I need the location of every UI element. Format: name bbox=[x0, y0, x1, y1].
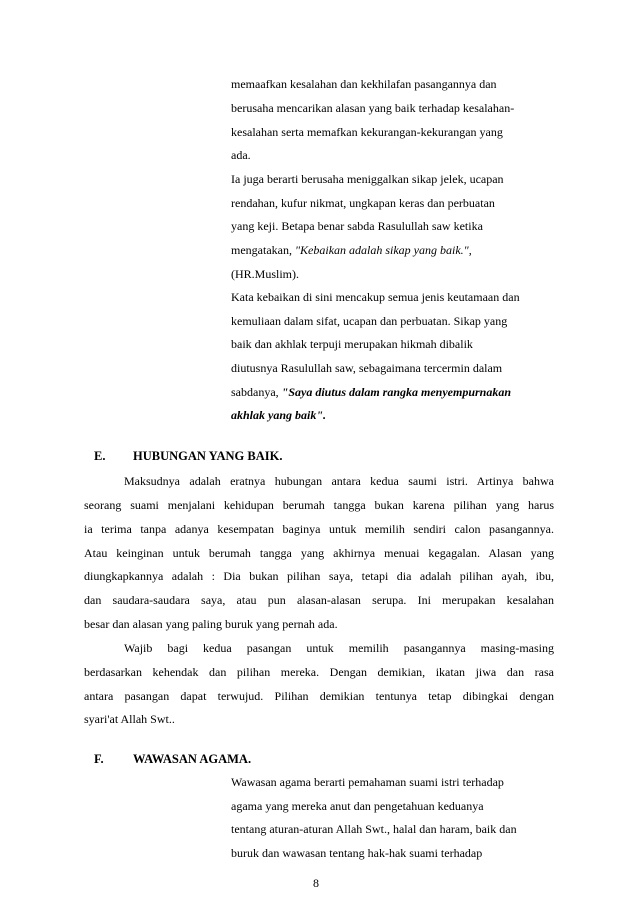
text-span: sabdanya, bbox=[231, 385, 282, 399]
text-line: memaafkan kesalahan dan kekhilafan pasangannya dan bbox=[231, 77, 497, 91]
text-line: kemuliaan dalam sifat, ucapan dan perbuatan. Sikap yang bbox=[231, 314, 508, 328]
hadith-quote: "Kebaikan adalah sikap yang baik.", bbox=[294, 243, 472, 257]
text-line bbox=[231, 385, 511, 399]
text-line: ada. bbox=[231, 148, 251, 162]
text-line: Ia juga berarti berusaha meniggalkan sikap jelek, ucapan bbox=[231, 172, 504, 186]
section-letter: E. bbox=[94, 449, 106, 463]
paragraph-line: diungkapkannya adalah : Dia bukan pilihan saya, tetapi dia adalah pilihan ayah, ibu, bbox=[84, 569, 554, 583]
paragraph-line: seorang suami menjalani kehidupan berumah tangga bukan karena pilihan yang harus bbox=[84, 498, 554, 512]
text-line: rendahan, kufur nikmat, ungkapan keras dan perbuatan bbox=[231, 196, 495, 210]
paragraph-line: ia terima tanpa adanya kesempatan baginya untuk memilih sendiri calon pasangannya. bbox=[84, 522, 554, 536]
paragraph-line: besar dan alasan yang paling buruk yang pernah ada. bbox=[84, 617, 338, 631]
paragraph-line: Maksudnya adalah eratnya hubungan antara kedua saumi istri. Artinya bahwa bbox=[124, 474, 554, 488]
text-line: tentang aturan-aturan Allah Swt., halal dan haram, baik dan bbox=[231, 822, 517, 836]
paragraph-line: dan saudara-saudara saya, atau pun alasan-alasan serupa. Ini merupakan kesalahan bbox=[84, 593, 554, 607]
paragraph-line: Atau keinginan untuk berumah tangga yang akhirnya menuai kegagalan. Alasan yang bbox=[84, 546, 554, 560]
paragraph-line: syari'at Allah Swt.. bbox=[84, 712, 175, 726]
text-line: agama yang mereka anut dan pengetahuan keduanya bbox=[231, 799, 484, 813]
text-line: buruk dan wawasan tentang hak-hak suami terhadap bbox=[231, 846, 483, 860]
text-line: yang keji. Betapa benar sabda Rasulullah saw ketika bbox=[231, 219, 483, 233]
hadith-quote-bold: "Saya diutus dalam rangka menyempurnakan bbox=[281, 385, 512, 399]
text-line: berusaha mencarikan alasan yang baik terhadap kesalahan- bbox=[231, 101, 515, 115]
paragraph-line: Wajib bagi kedua pasangan untuk memilih pasangannya masing-masing bbox=[124, 641, 554, 655]
text-line bbox=[231, 243, 472, 257]
section-heading: HUBUNGAN YANG BAIK. bbox=[133, 449, 283, 463]
text-line: Wawasan agama berarti pemahaman suami istri terhadap bbox=[231, 775, 504, 789]
text-line: Kata kebaikan di sini mencakup semua jenis keutamaan dan bbox=[231, 290, 520, 304]
text-line: baik dan akhlak terpuji merupakan hikmah dibalik bbox=[231, 337, 473, 351]
paragraph-line: berdasarkan kehendak dan pilihan mereka. Dengan demikian, ikatan jiwa dan rasa bbox=[84, 665, 554, 679]
text-line: (HR.Muslim). bbox=[231, 267, 300, 281]
section-letter: F. bbox=[94, 752, 104, 766]
paragraph-line: antara pasangan dapat terwujud. Pilihan demikian tentunya tetap dibingkai dengan bbox=[84, 689, 554, 703]
hadith-quote-bold: akhlak yang baik". bbox=[231, 408, 327, 422]
section-heading: WAWASAN AGAMA. bbox=[133, 752, 252, 766]
text-span: mengatakan, bbox=[231, 243, 295, 257]
text-line: kesalahan serta memafkan kekurangan-kekurangan yang bbox=[231, 125, 503, 139]
text-line: diutusnya Rasulullah saw, sebagaimana tercermin dalam bbox=[231, 361, 503, 375]
page-number: 8 bbox=[313, 876, 319, 890]
